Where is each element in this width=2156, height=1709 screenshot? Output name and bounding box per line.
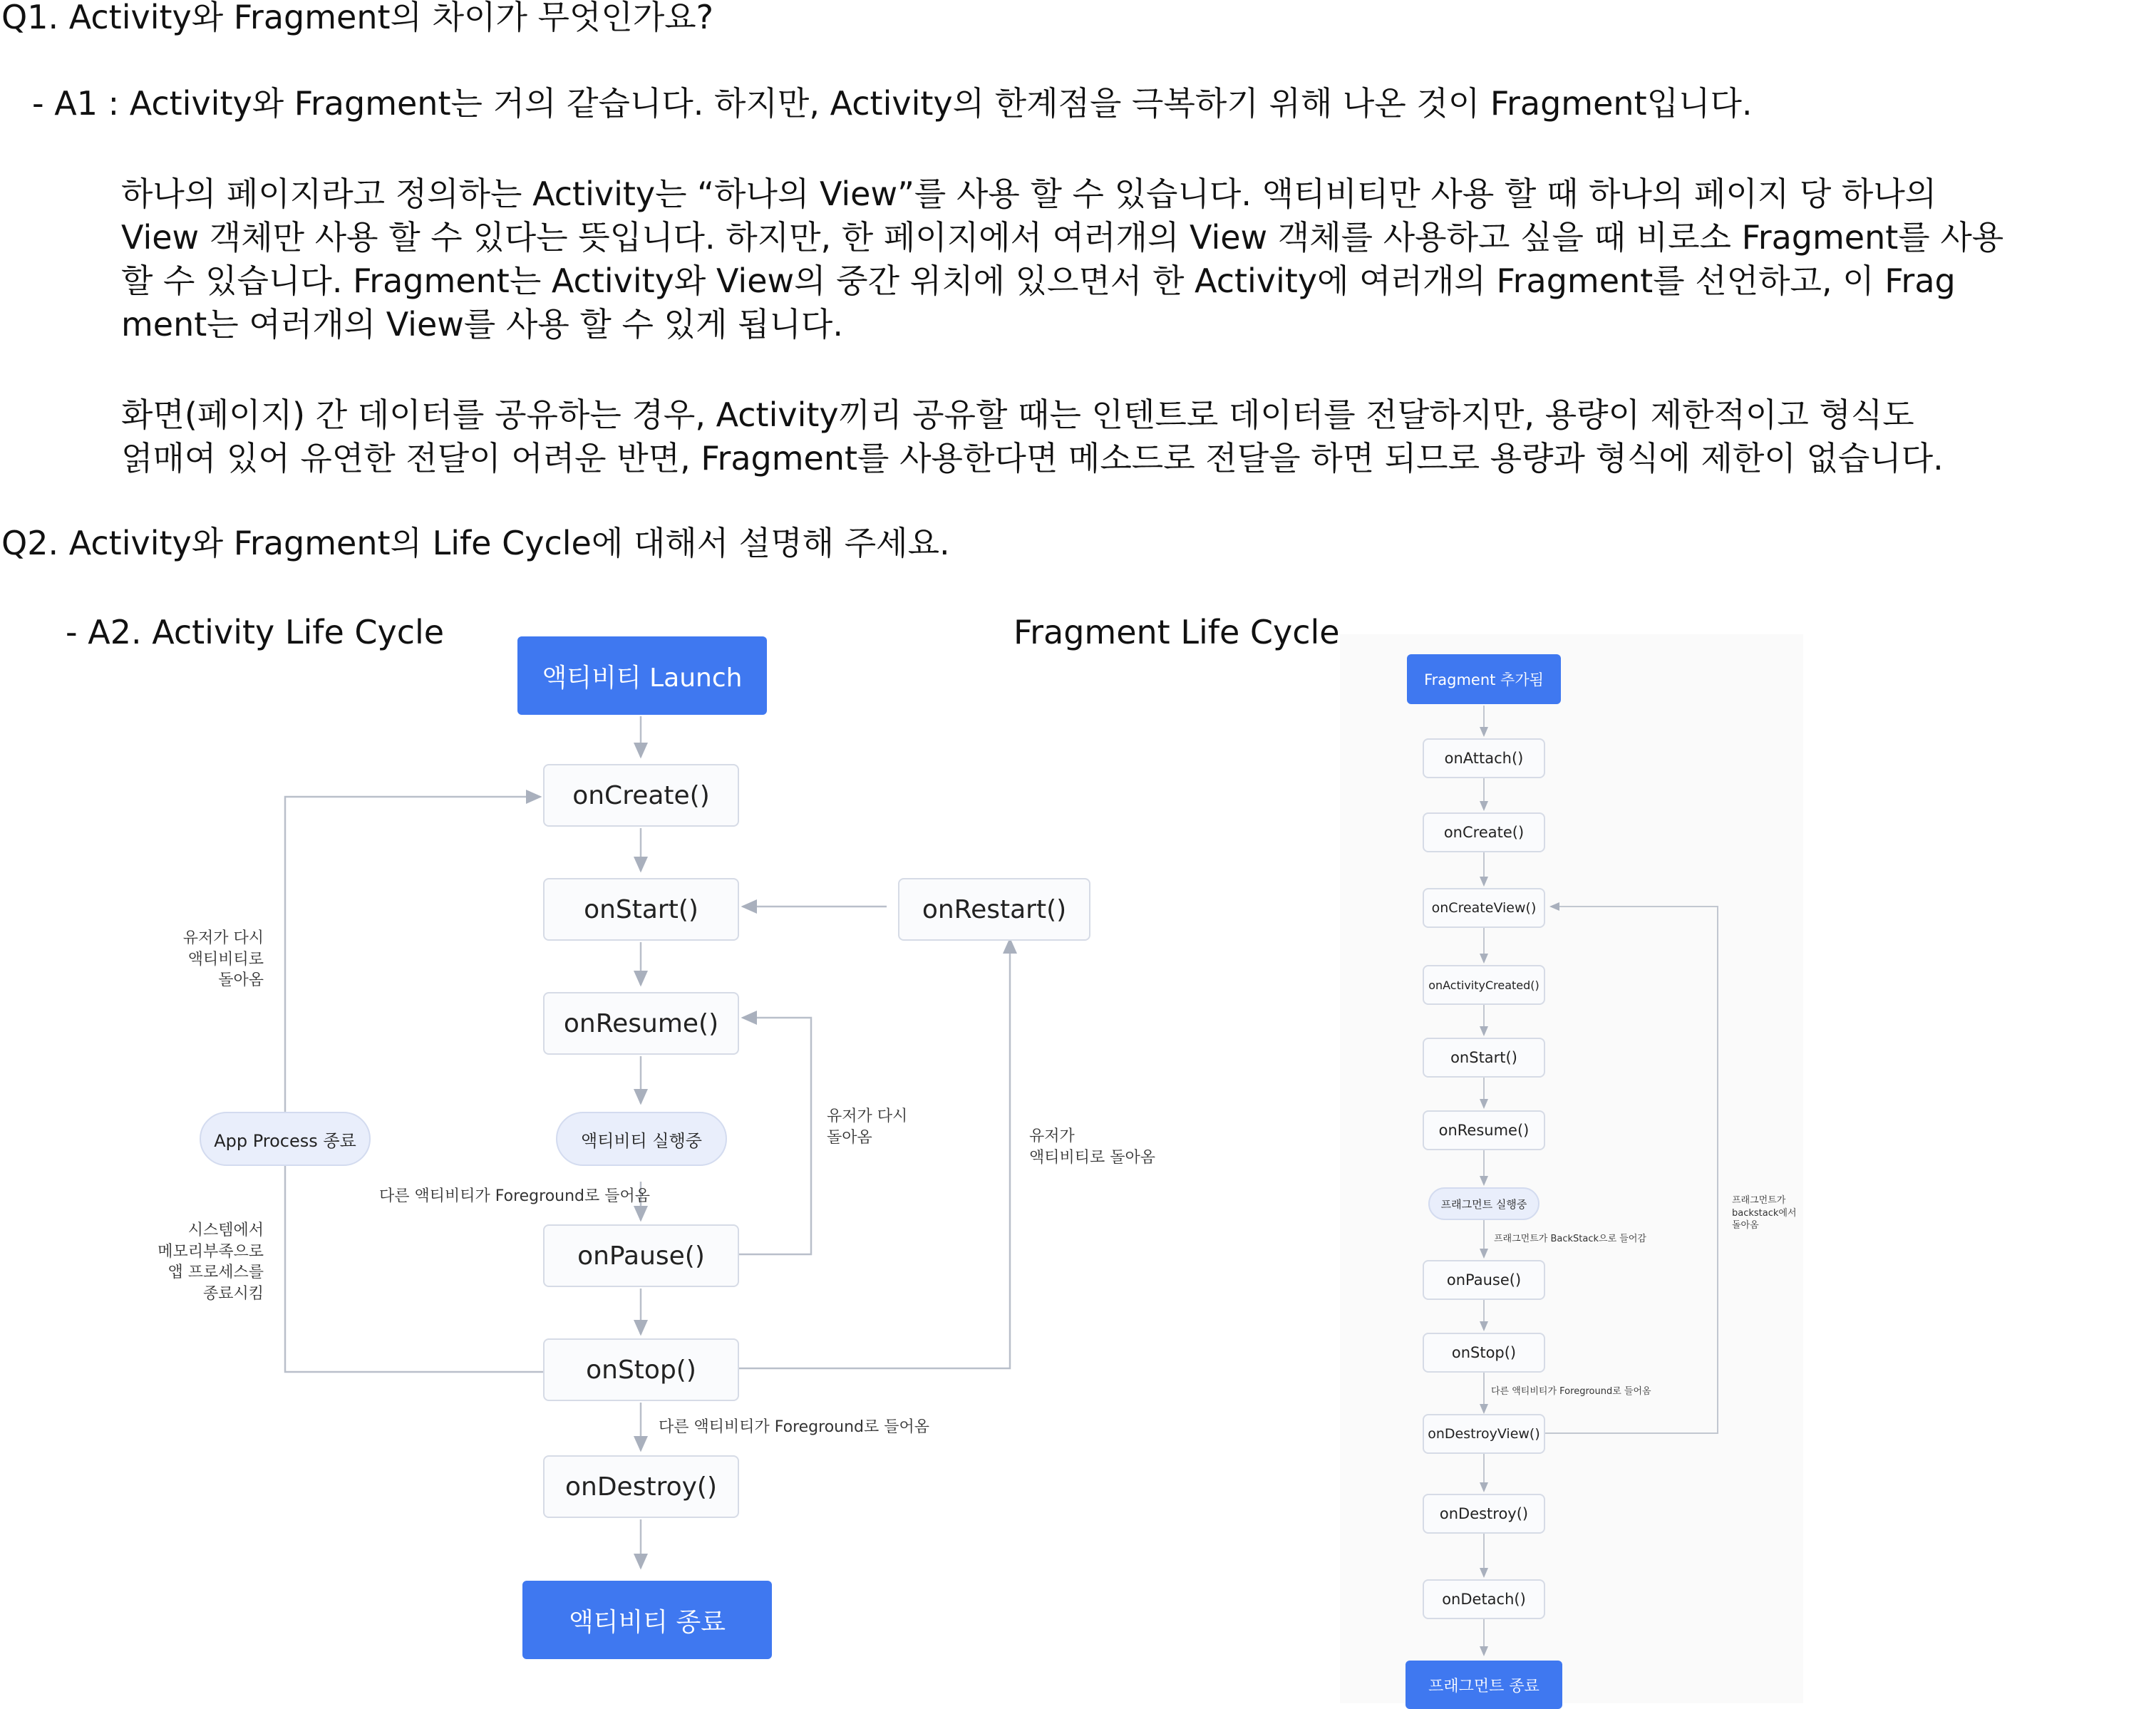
a1-title: - A1 : Activity와 Fragment는 거의 같습니다. 하지만, Activity의 한계점을 극복하기 위해 나온 것이 Fragment입니다. xyxy=(32,84,1753,123)
note-line: 종료시킴 xyxy=(202,1285,264,1303)
note-line: 앱 프로세스를 xyxy=(167,1264,264,1282)
app-process-kill-node: App Process 종료 xyxy=(200,1112,371,1166)
fragment-added-node: Fragment 추가됨 xyxy=(1407,654,1561,704)
note-line: 돌아옴 xyxy=(1732,1220,1759,1232)
note-user-back-mid xyxy=(827,1106,907,1148)
note-line: 시스템에서 xyxy=(187,1222,264,1239)
fragment-note-backstack-in: 프래그먼트가 BackStack으로 들어감 xyxy=(1494,1234,1646,1244)
activity-running-node: 액티비티 실행중 xyxy=(556,1112,727,1166)
note-foreground-1: 다른 액티비티가 Foreground로 들어옴 xyxy=(379,1187,651,1205)
fragment-oncreateview-node: onCreateView() xyxy=(1423,888,1545,928)
fragment-end-node: 프래그먼트 종료 xyxy=(1405,1661,1562,1709)
fragment-onstart-node: onStart() xyxy=(1423,1038,1545,1078)
note-line: 돌아옴 xyxy=(218,971,264,990)
fragment-lifecycle-diagram xyxy=(1340,634,1803,1703)
fragment-lifecycle-label: Fragment Life Cycle xyxy=(1013,613,1340,651)
paragraph-line: View 객체만 사용 할 수 있다는 뜻입니다. 하지만, 한 페이지에서 여러개의 View 객체를 사용하고 싶을 때 비로소 Fragment를 사용 xyxy=(121,218,2004,257)
note-line: 프래그먼트가 xyxy=(1732,1195,1786,1206)
activity-oncreate-node: onCreate() xyxy=(543,764,739,827)
fragment-onattach-node: onAttach() xyxy=(1423,738,1545,778)
fragment-onpause-node: onPause() xyxy=(1423,1260,1545,1300)
fragment-onstop-node: onStop() xyxy=(1423,1333,1545,1373)
activity-ondestroy-node: onDestroy() xyxy=(543,1455,739,1518)
paragraph-line: 화면(페이지) 간 데이터를 공유하는 경우, Activity끼리 공유할 때는 인텐트로 데이터를 전달하지만, 용량이 제한적이고 형식도 xyxy=(121,396,1914,434)
activity-onstart-node: onStart() xyxy=(543,878,739,941)
note-user-back-right xyxy=(1029,1126,1155,1168)
activity-onresume-node: onResume() xyxy=(543,992,739,1055)
paragraph-line: 할 수 있습니다. Fragment는 Activity와 View의 중간 위치에 있으면서 한 Activity에 여러개의 Fragment를 선언하고, 이 Frag xyxy=(121,262,1956,300)
activity-end-node: 액티비티 종료 xyxy=(522,1581,772,1659)
fragment-onresume-node: onResume() xyxy=(1423,1110,1545,1150)
activity-onstop-node: onStop() xyxy=(543,1338,739,1401)
note-line: 유저가 xyxy=(1029,1127,1075,1145)
activity-launch-node: 액티비티 Launch xyxy=(517,636,767,715)
note-line: 액티비티로 돌아옴 xyxy=(1029,1148,1156,1167)
note-line: 메모리부족으로 xyxy=(158,1242,264,1261)
activity-onpause-node: onPause() xyxy=(543,1224,739,1287)
note-user-back-left xyxy=(150,928,264,991)
fragment-ondetach-node: onDetach() xyxy=(1423,1579,1545,1619)
fragment-ondestroy-node: onDestroy() xyxy=(1423,1494,1545,1534)
fragment-ondestroyview-node: onDestroyView() xyxy=(1423,1414,1545,1454)
a2-activity-label: - A2. Activity Life Cycle xyxy=(66,613,445,651)
fragment-oncreate-node: onCreate() xyxy=(1423,812,1545,852)
paragraph-line: ment는 여러개의 View를 사용 할 수 있게 됩니다. xyxy=(121,305,843,344)
fragment-running-node: 프래그먼트 실행중 xyxy=(1428,1187,1539,1220)
note-line: 돌아옴 xyxy=(827,1128,872,1147)
note-line: 액티비티로 xyxy=(187,950,264,969)
note-foreground-2: 다른 액티비티가 Foreground로 들어옴 xyxy=(659,1418,930,1436)
fragment-note-foreground: 다른 액티비티가 Foreground로 들어옴 xyxy=(1491,1386,1651,1397)
activity-onrestart-node: onRestart() xyxy=(898,878,1090,941)
note-line: 유저가 다시 xyxy=(827,1108,908,1125)
fragment-connectors xyxy=(1340,634,1803,1703)
paragraph-line: 얽매여 있어 유연한 전달이 어려운 반면, Fragment를 사용한다면 메소드로 전달을 하면 되므로 용량과 형식에 제한이 없습니다. xyxy=(121,439,1944,477)
q1-question: Q1. Activity와 Fragment의 차이가 무엇인가요? xyxy=(1,0,714,36)
paragraph-line: 하나의 페이지라고 정의하는 Activity는 “하나의 View”를 사용 할 수 있습니다. 액티비티만 사용 할 때 하나의 페이지 당 하나의 xyxy=(121,175,1937,213)
note-line: 유저가 다시 xyxy=(182,929,264,947)
note-memory-kill xyxy=(128,1220,264,1305)
note-line: backstack에서 xyxy=(1732,1207,1797,1219)
q2-question: Q2. Activity와 Fragment의 Life Cycle에 대해서 설명해 주세요. xyxy=(1,524,950,562)
fragment-onactivitycreated-node: onActivityCreated() xyxy=(1423,965,1545,1005)
fragment-note-backstack-back xyxy=(1732,1194,1797,1232)
